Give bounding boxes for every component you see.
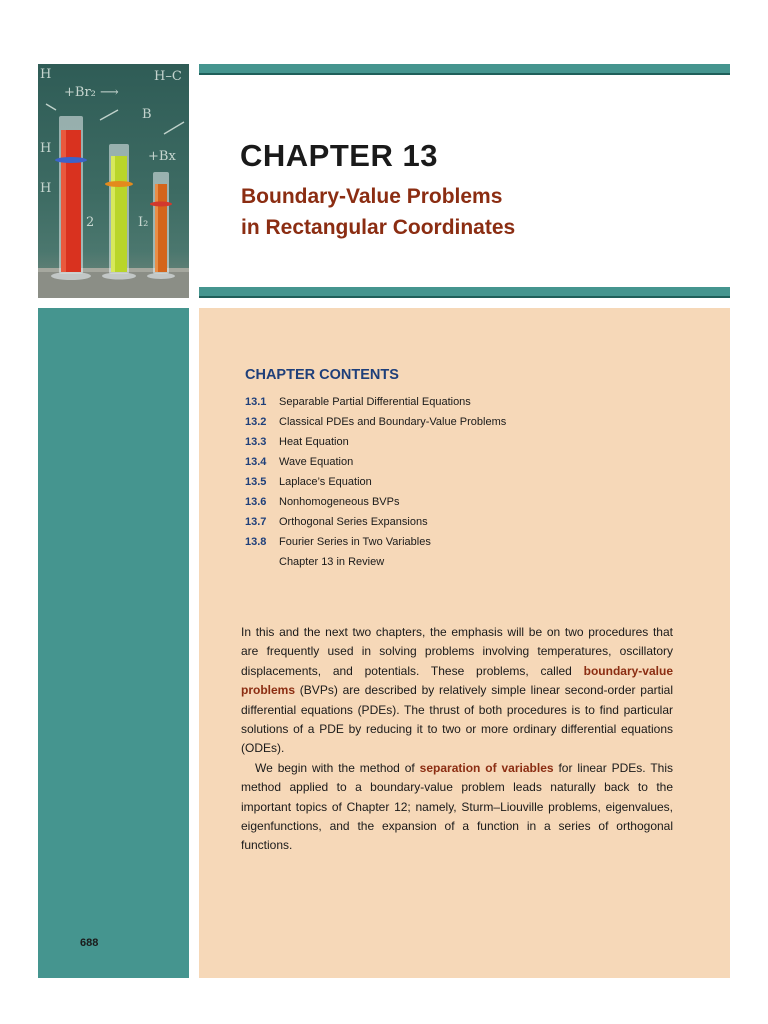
toc-review-item[interactable]: [245, 554, 506, 574]
toc-number: 13.1: [245, 396, 267, 408]
chapter-subtitle: [241, 181, 515, 243]
key-term: boundary-value problems: [241, 663, 673, 698]
subtitle-line-1: Boundary-Value Problems: [241, 185, 503, 208]
chapter-photo: [38, 64, 189, 298]
toc-item[interactable]: [245, 394, 506, 414]
toc-number: 13.6: [245, 496, 267, 508]
toc-item[interactable]: [245, 454, 506, 474]
toc-item[interactable]: [245, 474, 506, 494]
toc-item[interactable]: [245, 534, 506, 554]
table-of-contents: [245, 394, 506, 574]
chapter-title: CHAPTER 13: [240, 138, 438, 173]
intro-text: for linear PDEs. This method applied to a boundary-value problem leads naturally back to the important topics of Chapter 12; namely, Sturm–Liouville problems, eigenvalues, eigenfunctions, and the expansion of a function in a series of orthogonal functions.: [241, 760, 674, 853]
board-writing-9: 2: [86, 215, 95, 230]
toc-label: Laplace’s Equation: [279, 476, 372, 488]
toc-number: 13.7: [245, 516, 267, 528]
side-block: [38, 308, 189, 978]
board-writing-3: B: [142, 107, 152, 122]
board-writing-8: H: [40, 181, 52, 196]
board-writing-2: H–C: [154, 69, 182, 84]
toc-item[interactable]: [245, 514, 506, 534]
board-writing-7: H: [40, 141, 52, 156]
board-writing-5: I₂: [138, 215, 149, 230]
intro-text: (BVPs) are described by relatively simple linear second-order partial differential equations (PDEs). The thrust of both procedures is to find particular solutions of a PDE by reducing it to two or more ordinary differential equations (ODEs).: [241, 683, 673, 756]
intro-paragraph-2: [241, 759, 673, 856]
toc-item[interactable]: [245, 494, 506, 514]
toc-label: Fourier Series in Two Variables: [279, 536, 431, 548]
toc-item[interactable]: [245, 414, 506, 434]
toc-label: Nonhomogeneous BVPs: [279, 496, 400, 508]
page-number: 688: [80, 937, 99, 949]
toc-number: 13.8: [245, 536, 267, 548]
intro-text: We begin with the method of: [255, 760, 420, 775]
bottom-rule: [199, 287, 730, 296]
top-rule: [199, 64, 730, 73]
toc-number: 13.4: [245, 456, 267, 468]
toc-label: Orthogonal Series Expansions: [279, 516, 428, 528]
chapter-introduction: [241, 623, 673, 856]
intro-text: In this and the next two chapters, the emphasis will be on two procedures that are frequently used in solving problems involving temperatures, oscillatory displacements, and potentials. These problems, called: [241, 625, 673, 678]
toc-label: Separable Partial Differential Equations: [279, 396, 471, 408]
toc-label: Wave Equation: [279, 456, 354, 468]
key-term: separation of variables: [419, 760, 554, 775]
subtitle-line-2: in Rectangular Coordinates: [241, 216, 516, 239]
cylinders-illustration: [38, 64, 189, 298]
toc-number: 13.3: [245, 436, 267, 448]
board-writing-4: H: [40, 67, 52, 82]
contents-heading: CHAPTER CONTENTS: [245, 367, 399, 383]
toc-item[interactable]: [245, 434, 506, 454]
board-writing-1: +Br₂ ⟶: [64, 85, 119, 100]
toc-label: Chapter 13 in Review: [279, 556, 385, 568]
toc-number: 13.5: [245, 476, 267, 488]
toc-number: 13.2: [245, 416, 267, 428]
board-writing-6: +Bx: [148, 149, 176, 164]
toc-label: Heat Equation: [279, 436, 349, 448]
toc-label: Classical PDEs and Boundary-Value Problems: [279, 416, 507, 428]
intro-paragraph-1: [241, 623, 673, 759]
